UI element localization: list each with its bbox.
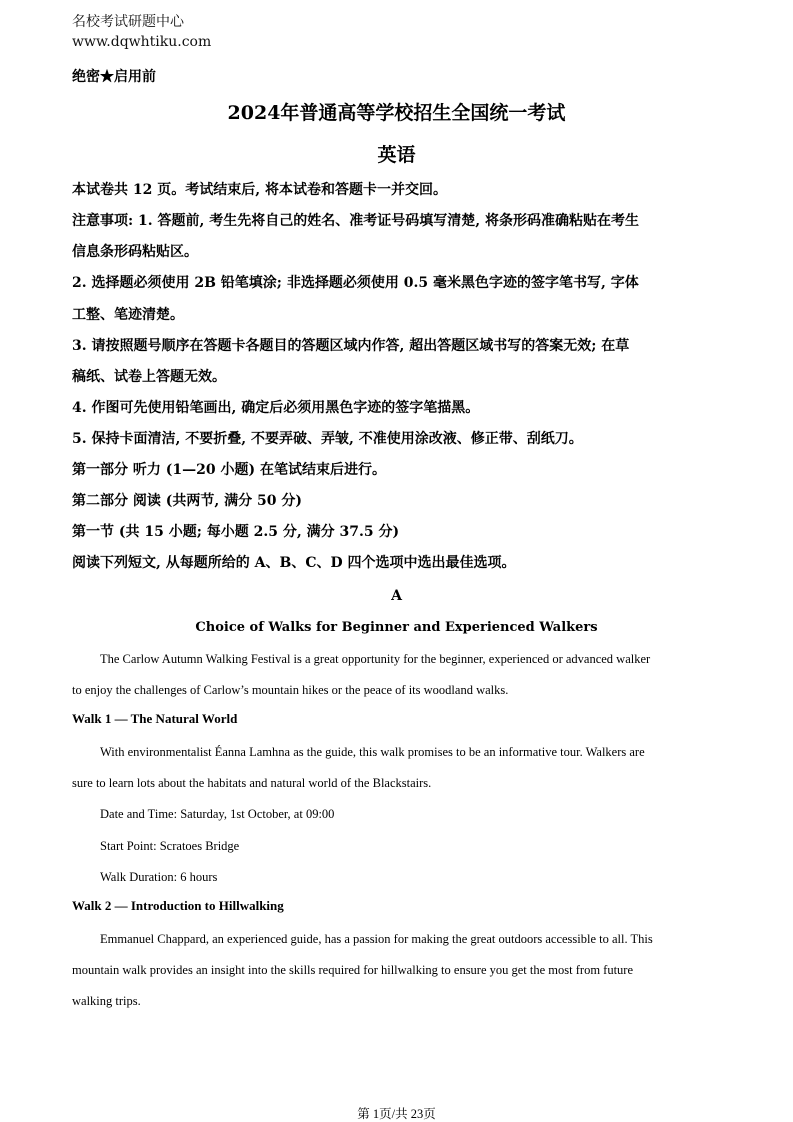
instruction-line: 2. 选择题必须使用 2B 铅笔填涂; 非选择题必须使用 0.5 毫米黑色字迹的签字笔书写, 字体: [72, 275, 639, 291]
exam-title: 2024年普通高等学校招生全国统一考试: [227, 102, 566, 124]
walk1-heading: Walk 1 — The Natural World: [72, 711, 238, 726]
header-site-url: www.dqwhtiku.com: [72, 34, 212, 50]
instruction-line: 信息条形码粘贴区。: [72, 244, 198, 260]
walk1-date: Date and Time: Saturday, 1st October, at 09:00: [100, 807, 335, 821]
walk1-desc-line: sure to learn lots about the habitats and natural world of the Blackstairs.: [72, 776, 432, 790]
subject-title: 英语: [377, 144, 416, 166]
walk2-desc-line: Emmanuel Chappard, an experienced guide, has a passion for making the great outdoors accessible to all. This: [100, 932, 653, 946]
part-one-note: 第一部分 听力 (1—20 小题) 在笔试结束后进行。: [72, 462, 386, 478]
watermark-header: [72, 12, 211, 52]
passage-title: Choice of Walks for Beginner and Experienced Walkers: [195, 620, 598, 635]
walk1-desc-line: With environmentalist Éanna Lamhna as the guide, this walk promises to be an informative tour. Walkers are: [100, 745, 645, 759]
instruction-line: 3. 请按照题号顺序在答题卡各题目的答题区域内作答, 超出答题区域书写的答案无效; 在草: [72, 338, 630, 354]
instruction-line: 本试卷共 12 页。考试结束后, 将本试卷和答题卡一并交回。: [72, 182, 447, 198]
intro-line: The Carlow Autumn Walking Festival is a great opportunity for the beginner, experienced or advanced walker: [100, 652, 651, 666]
passage-label: A: [391, 588, 402, 604]
reading-directions: 阅读下列短文, 从每题所给的 A、B、C、D 四个选项中选出最佳选项。: [72, 555, 516, 571]
walk2-heading: Walk 2 — Introduction to Hillwalking: [72, 898, 284, 913]
instruction-line: 工整、笔迹清楚。: [72, 307, 184, 323]
header-site-name: 名校考试研题中心: [72, 14, 184, 30]
intro-line: to enjoy the challenges of Carlow’s mountain hikes or the peace of its woodland walks.: [72, 683, 509, 697]
part-two-heading: 第二部分 阅读 (共两节, 满分 50 分): [72, 493, 302, 509]
instruction-line: 注意事项: 1. 答题前, 考生先将自己的姓名、准考证号码填写清楚, 将条形码准确粘贴在考生: [72, 213, 640, 229]
instruction-line: 4. 作图可先使用铅笔画出, 确定后必须用黑色字迹的签字笔描黑。: [72, 400, 480, 416]
instruction-line: 5. 保持卡面清洁, 不要折叠, 不要弄破、弄皱, 不准使用涂改液、修正带、刮纸刀。: [72, 431, 583, 447]
walk1-start: Start Point: Scratoes Bridge: [100, 839, 240, 853]
instruction-line: 稿纸、试卷上答题无效。: [72, 369, 226, 385]
walk2-desc-line: walking trips.: [72, 994, 141, 1008]
walk1-duration: Walk Duration: 6 hours: [100, 870, 218, 884]
walk2-desc-line: mountain walk provides an insight into the skills required for hillwalking to ensure you get the most from future: [72, 963, 634, 977]
section-one-heading: 第一节 (共 15 小题; 每小题 2.5 分, 满分 37.5 分): [72, 524, 400, 540]
confidential-mark: 绝密★启用前: [72, 69, 156, 85]
page-number: 第 1页/共 23页: [357, 1107, 436, 1121]
